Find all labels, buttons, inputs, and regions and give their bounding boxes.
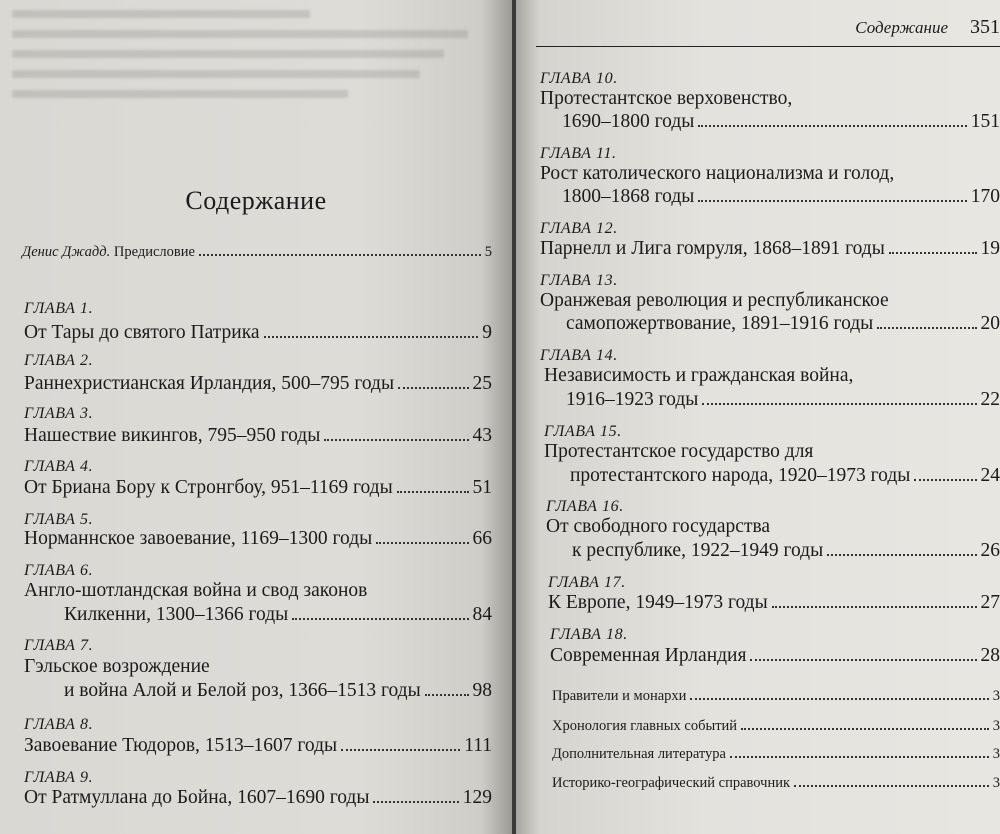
- toc-entry-chapter-16-line-2[interactable]: [572, 540, 1000, 562]
- toc-entry-chapter-4[interactable]: [24, 477, 492, 499]
- chapter-title: От Бриана Бору к Стронгбоу, 951–1169 годы: [24, 477, 393, 498]
- leader-dots: [889, 251, 977, 254]
- chapter-title: К Европе, 1949–1973 годы: [548, 592, 768, 613]
- chapter-title: Протестантское государство для: [544, 441, 814, 462]
- leader-dots: [730, 755, 989, 758]
- chapter-title: Норманнское завоевание, 1169–1300 годы: [24, 528, 373, 549]
- chapter-page: 24: [980, 465, 1000, 486]
- chapter-title: Рост католического национализма и голод,: [540, 163, 895, 184]
- toc-appendix-further-reading[interactable]: [552, 746, 1000, 763]
- toc-entry-chapter-15-line-2[interactable]: [570, 465, 1000, 487]
- chapter-label: ГЛАВА 15.: [544, 423, 622, 440]
- toc-entry-chapter-6-line-2[interactable]: [64, 604, 492, 626]
- chapter-title: От Ратмуллана до Бойна, 1607–1690 годы: [24, 787, 370, 808]
- chapter-page: 20: [980, 313, 1000, 334]
- chapter-title-cont: 1690–1800 годы: [562, 111, 695, 132]
- toc-appendix-gazetteer[interactable]: [552, 775, 1000, 792]
- toc-entry-chapter-8[interactable]: [24, 735, 492, 757]
- toc-entry-chapter-6-line-1[interactable]: [24, 580, 367, 602]
- toc-appendix-rulers[interactable]: [552, 688, 1000, 705]
- chapter-page: 51: [472, 477, 492, 498]
- leader-dots: [741, 727, 989, 730]
- leader-dots: [292, 617, 468, 620]
- chapter-page: 19: [980, 238, 1000, 259]
- toc-entry-chapter-18[interactable]: [550, 645, 1000, 667]
- chapter-label: ГЛАВА 14.: [540, 347, 618, 364]
- chapter-label: ГЛАВА 1.: [24, 300, 94, 317]
- leader-dots: [702, 402, 976, 405]
- chapter-title: Нашествие викингов, 795–950 годы: [24, 425, 321, 446]
- toc-entry-chapter-10-line-1[interactable]: [540, 88, 792, 110]
- chapter-page: 170: [970, 186, 1000, 207]
- leader-dots: [324, 438, 468, 441]
- toc-entry-chapter-9[interactable]: [24, 787, 492, 809]
- toc-appendix-chronology[interactable]: [552, 718, 1000, 735]
- leader-dots: [877, 326, 976, 329]
- chapter-label: ГЛАВА 5.: [24, 511, 94, 528]
- preface-page: 5: [484, 244, 492, 260]
- appendix-title: Дополнительная литература: [552, 746, 726, 762]
- toc-entry-chapter-15-line-1[interactable]: [544, 441, 813, 463]
- preface-author: Денис Джадд.: [22, 244, 111, 260]
- leader-dots: [698, 199, 966, 202]
- chapter-label: ГЛАВА 4.: [24, 458, 94, 475]
- toc-entry-chapter-13-line-2[interactable]: [566, 313, 1000, 335]
- chapter-label: ГЛАВА 7.: [24, 637, 94, 654]
- chapter-page: 129: [462, 787, 492, 808]
- appendix-page: 3: [992, 746, 1000, 762]
- toc-entry-chapter-7-line-2[interactable]: [64, 680, 492, 702]
- chapter-page: 111: [464, 735, 492, 756]
- toc-entry-chapter-2[interactable]: [24, 373, 492, 395]
- chapter-title: Протестантское верховенство,: [540, 88, 793, 109]
- chapter-page: 26: [980, 540, 1000, 561]
- leader-dots: [397, 490, 469, 493]
- chapter-label: ГЛАВА 17.: [548, 574, 626, 591]
- leader-dots: [425, 693, 469, 696]
- appendix-title: Хронология главных событий: [552, 718, 738, 734]
- toc-entry-chapter-1[interactable]: [24, 322, 492, 344]
- leader-dots: [690, 697, 988, 700]
- toc-entry-chapter-14-line-1[interactable]: [544, 365, 853, 387]
- chapter-label: ГЛАВА 12.: [540, 220, 618, 237]
- chapter-page: 151: [970, 111, 1000, 132]
- toc-preface[interactable]: [22, 244, 492, 261]
- chapter-label: ГЛАВА 6.: [24, 562, 94, 579]
- toc-entry-chapter-13-line-1[interactable]: [540, 290, 889, 312]
- chapter-title-cont: и война Алой и Белой роз, 1366–1513 годы: [64, 680, 421, 701]
- toc-entry-chapter-11-line-1[interactable]: [540, 163, 894, 185]
- leader-dots: [373, 800, 458, 803]
- chapter-title-cont: 1916–1923 годы: [566, 389, 699, 410]
- chapter-label: ГЛАВА 10.: [540, 70, 618, 87]
- toc-heading: Содержание: [185, 186, 327, 215]
- chapter-page: 66: [472, 528, 492, 549]
- toc-entry-chapter-3[interactable]: [24, 425, 492, 447]
- appendix-title: Правители и монархи: [552, 688, 687, 704]
- toc-entry-chapter-10-line-2[interactable]: [562, 111, 1000, 133]
- preface-title: Предисловие: [113, 244, 195, 260]
- chapter-title: От Тары до святого Патрика: [24, 322, 260, 343]
- leader-dots: [750, 658, 976, 661]
- chapter-page: 84: [472, 604, 492, 625]
- leader-dots: [341, 748, 460, 751]
- chapter-title-cont: к республике, 1922–1949 годы: [572, 540, 824, 561]
- chapter-page: 28: [980, 645, 1000, 666]
- chapter-page: 22: [980, 389, 1000, 410]
- chapter-page: 25: [472, 373, 492, 394]
- chapter-title: Англо-шотландская война и свод законов: [24, 580, 368, 601]
- chapter-label: ГЛАВА 2.: [24, 352, 94, 369]
- chapter-title: Независимость и гражданская война,: [544, 365, 854, 386]
- toc-entry-chapter-12[interactable]: [540, 238, 1000, 260]
- chapter-page: 27: [980, 592, 1000, 613]
- appendix-title: Историко-географический справочник: [552, 775, 791, 791]
- chapter-title: Парнелл и Лига гомруля, 1868–1891 годы: [540, 238, 885, 259]
- chapter-label: ГЛАВА 8.: [24, 716, 94, 733]
- page-number: 351: [970, 16, 1000, 38]
- running-title: Содержание: [855, 18, 948, 37]
- chapter-title: Гэльское возрождение: [24, 656, 210, 677]
- chapter-title: Завоевание Тюдоров, 1513–1607 годы: [24, 735, 338, 756]
- leader-dots: [199, 253, 481, 256]
- chapter-title-cont: протестантского народа, 1920–1973 годы: [570, 465, 911, 486]
- leader-dots: [827, 553, 976, 556]
- appendix-page: 3: [992, 775, 1000, 791]
- leader-dots: [914, 478, 976, 481]
- chapter-title: От свободного государства: [546, 516, 771, 537]
- toc-entry-chapter-14-line-2[interactable]: [566, 389, 1000, 411]
- leader-dots: [698, 124, 966, 127]
- leader-dots: [772, 605, 977, 608]
- leader-dots: [398, 386, 468, 389]
- chapter-page: 98: [472, 680, 492, 701]
- chapter-label: ГЛАВА 9.: [24, 769, 94, 786]
- chapter-label: ГЛАВА 11.: [540, 145, 617, 162]
- chapter-page: 43: [472, 425, 492, 446]
- chapter-title: Оранжевая революция и республиканское: [540, 290, 889, 311]
- toc-entry-chapter-5[interactable]: [24, 528, 492, 550]
- chapter-label: ГЛАВА 16.: [546, 498, 624, 515]
- appendix-page: 3: [992, 688, 1000, 704]
- chapter-label: ГЛАВА 13.: [540, 272, 618, 289]
- toc-entry-chapter-7-line-1[interactable]: [24, 656, 210, 678]
- bleed-through-text: [12, 0, 492, 180]
- chapter-title-cont: Килкенни, 1300–1366 годы: [64, 604, 289, 625]
- leader-dots: [376, 541, 468, 544]
- leader-dots: [264, 335, 479, 338]
- toc-entry-chapter-16-line-1[interactable]: [546, 516, 770, 538]
- chapter-title: Современная Ирландия: [550, 645, 747, 666]
- chapter-title-cont: 1800–1868 годы: [562, 186, 695, 207]
- appendix-page: 3: [992, 718, 1000, 734]
- leader-dots: [794, 784, 989, 787]
- toc-entry-chapter-17[interactable]: [548, 592, 1000, 614]
- chapter-label: ГЛАВА 18.: [550, 626, 628, 643]
- chapter-label: ГЛАВА 3.: [24, 405, 94, 422]
- toc-entry-chapter-11-line-2[interactable]: [562, 186, 1000, 208]
- chapter-page: 9: [482, 322, 492, 343]
- chapter-title: Раннехристианская Ирландия, 500–795 годы: [24, 373, 395, 394]
- chapter-title-cont: самопожертвование, 1891–1916 годы: [566, 313, 874, 334]
